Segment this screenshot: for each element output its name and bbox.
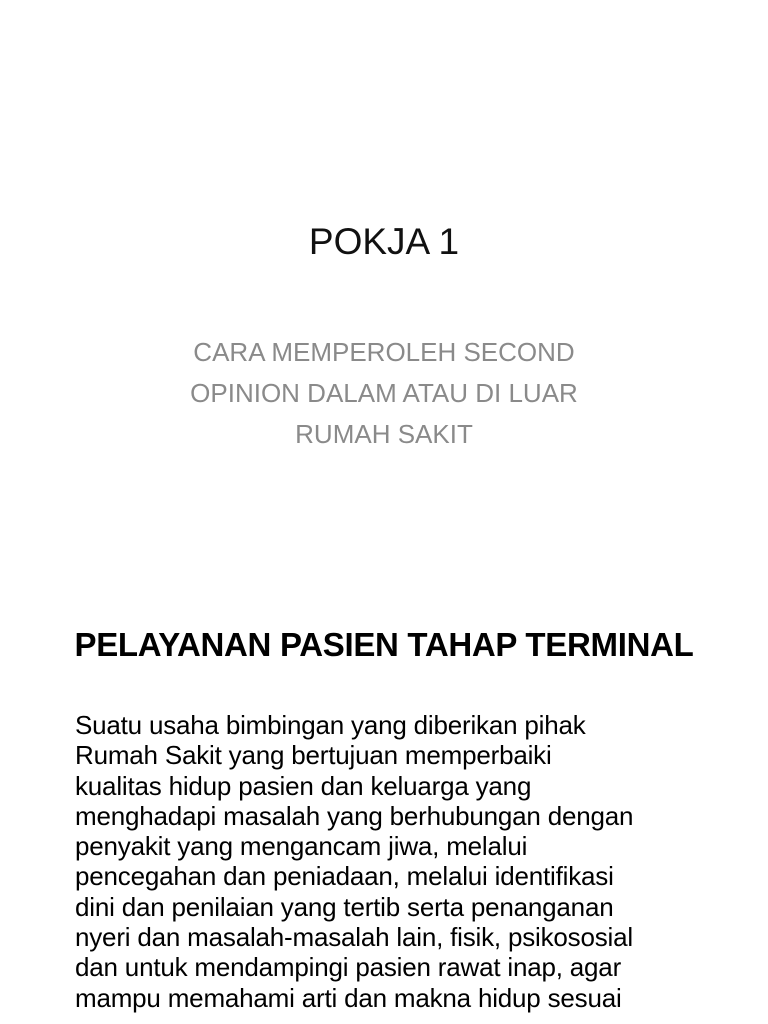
slide-2	[0, 576, 768, 1024]
subtitle-line: CARA MEMPEROLEH SECOND	[193, 337, 575, 367]
body-line: penyakit yang mengancam jiwa, melalui	[75, 831, 528, 862]
body-line: menghadapi masalah yang berhubungan dengan	[75, 800, 634, 831]
subtitle-line: OPINION DALAM ATAU DI LUAR	[190, 378, 578, 408]
body-line: mampu memahami arti dan makna hidup sesuai	[75, 982, 622, 1013]
slide-2-body	[75, 710, 755, 1013]
body-line: Rumah Sakit yang bertujuan memperbaiki	[75, 740, 552, 771]
slide-2-title: PELAYANAN PASIEN TAHAP TERMINAL	[74, 626, 694, 663]
body-line: Suatu usaha bimbingan yang diberikan pihak	[75, 710, 586, 740]
body-line: nyeri dan masalah-masalah lain, fisik, psikososial	[75, 922, 633, 953]
body-line: kualitas hidup pasien dan keluarga yang	[75, 770, 532, 801]
slide-1-title: POKJA 1	[308, 221, 460, 262]
subtitle-line: RUMAH SAKIT	[295, 419, 473, 449]
body-line: dini dan penilaian yang tertib serta penanganan	[75, 891, 614, 922]
body-line: dan untuk mendampingi pasien rawat inap, agar	[75, 952, 622, 983]
body-line: pencegahan dan peniadaan, melalui identifikasi	[75, 861, 614, 892]
slide-1-subtitle	[84, 332, 684, 455]
